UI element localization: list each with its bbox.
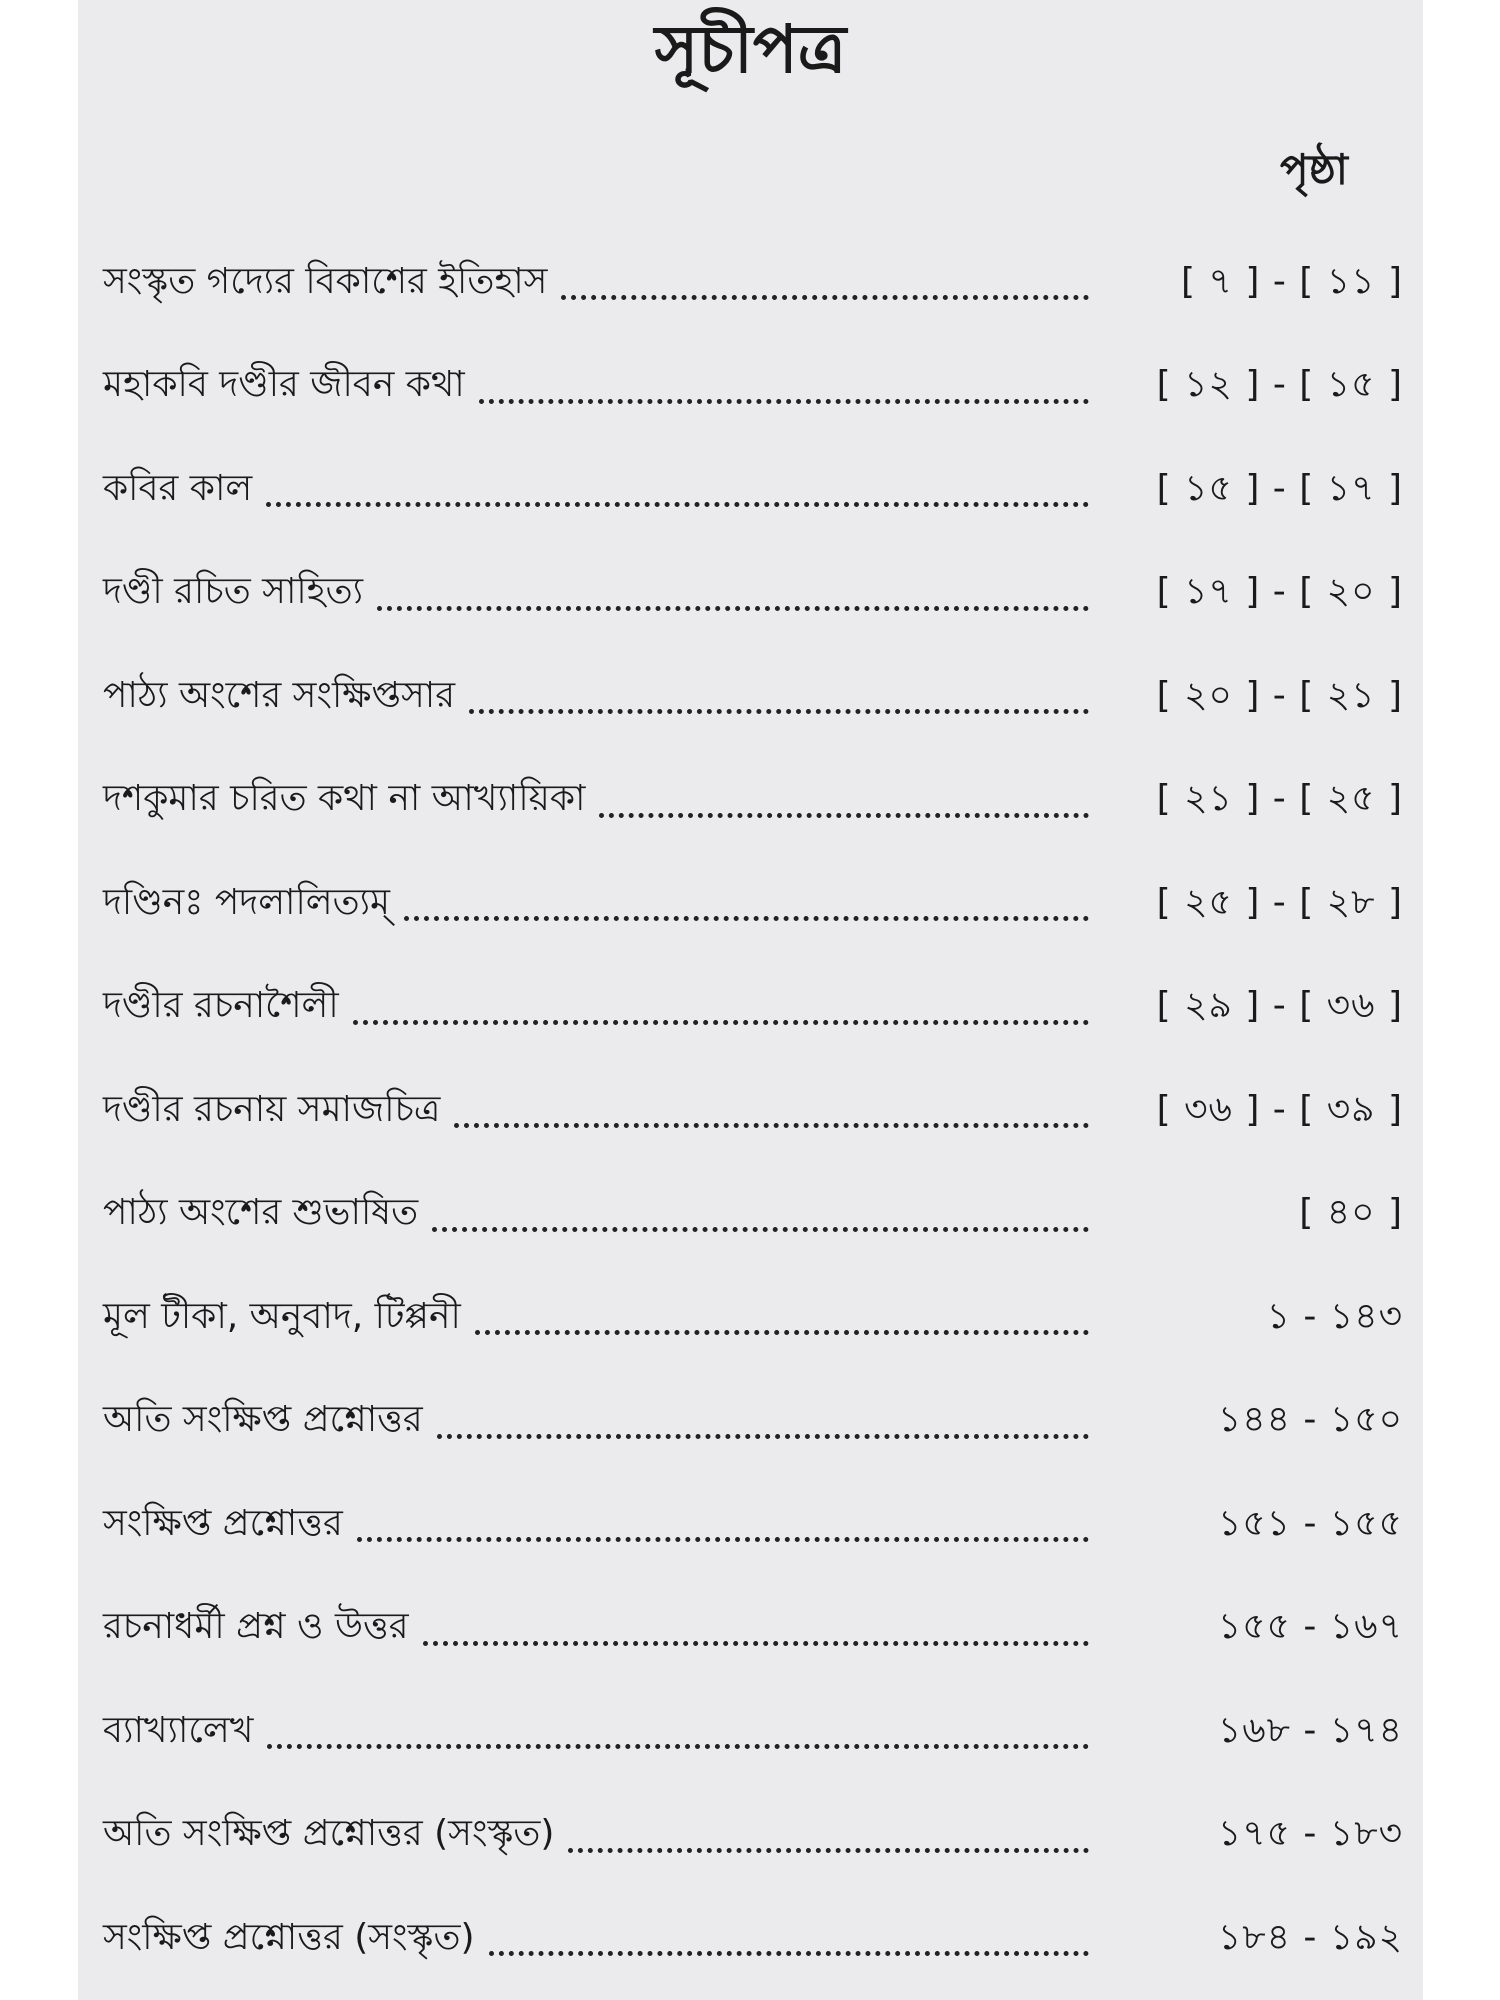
dot-leader [357, 1529, 1089, 1542]
toc-entry-pages: ১ - ১৪৩ [1266, 1295, 1403, 1337]
toc-entry [103, 644, 1403, 748]
toc-entry-label: সংক্ষিপ্ত প্রশ্নোত্তর [103, 1502, 343, 1544]
toc-entry-pages: ১৮৪ - ১৯২ [1217, 1916, 1403, 1958]
dot-leader [377, 598, 1089, 611]
toc-entry-label: দণ্ডী রচিত সাহিত্য [103, 571, 364, 613]
dot-leader [423, 1633, 1089, 1646]
toc-entry-pages: [ ২০ ] - [ ২১ ] [1156, 674, 1403, 716]
toc-entry [103, 1369, 1403, 1473]
toc-entry [103, 748, 1403, 852]
toc-entry-label: মূল টীকা, অনুবাদ, টিপ্পনী [103, 1295, 461, 1337]
toc-entry [103, 851, 1403, 955]
toc-entry [103, 437, 1403, 541]
toc-entry [103, 1162, 1403, 1266]
dot-leader [432, 1219, 1089, 1232]
toc-entry-pages: [ ১২ ] - [ ১৫ ] [1156, 364, 1403, 406]
dot-leader [469, 701, 1089, 714]
toc-entry-label: মহাকবি দণ্ডীর জীবন কথা [103, 364, 465, 406]
toc-entry-pages: [ ২৯ ] - [ ৩৬ ] [1156, 985, 1403, 1027]
toc-entry-pages: ১৪৪ - ১৫০ [1217, 1399, 1403, 1441]
toc-entry-label: সংক্ষিপ্ত প্রশ্নোত্তর (সংস্কৃত) [103, 1916, 475, 1958]
toc-entry-label: সংস্কৃত গদ্যের বিকাশের ইতিহাস [103, 260, 548, 302]
toc-entry [103, 1265, 1403, 1369]
dot-leader [489, 1943, 1089, 1956]
dot-leader [568, 1840, 1089, 1853]
toc-entry-pages: ১৫১ - ১৫৫ [1217, 1502, 1403, 1544]
dot-leader [479, 391, 1089, 404]
toc-entry [103, 230, 1403, 334]
toc-entry-pages: [ ৩৬ ] - [ ৩৯ ] [1156, 1088, 1403, 1130]
dot-leader [561, 287, 1089, 300]
dot-leader [404, 908, 1089, 921]
toc-entry-pages: ১৭৫ - ১৮৩ [1217, 1813, 1403, 1855]
toc-entry [103, 1472, 1403, 1576]
toc-entry-label: ব্যাখ্যালেখ [103, 1709, 254, 1751]
dot-leader [267, 1736, 1089, 1749]
toc-entry [103, 541, 1403, 645]
toc-entry-pages: ১৫৫ - ১৬৭ [1217, 1606, 1403, 1648]
page-column-header: পৃষ্ঠা [1279, 145, 1348, 194]
table-of-contents [103, 230, 1403, 1990]
toc-entry-pages: [ ১৫ ] - [ ১৭ ] [1156, 467, 1403, 509]
toc-entry-pages: [ ১৭ ] - [ ২০ ] [1156, 571, 1403, 613]
toc-entry-label: রচনাধর্মী প্রশ্ন ও উত্তর [103, 1606, 409, 1648]
book-page [78, 0, 1423, 2000]
dot-leader [454, 1115, 1089, 1128]
toc-entry-label: পাঠ্য অংশের শুভাষিত [103, 1192, 419, 1234]
toc-entry [103, 1783, 1403, 1887]
toc-entry [103, 1679, 1403, 1783]
toc-entry-label: দণ্ডীর রচনাশৈলী [103, 985, 339, 1027]
dot-leader [599, 805, 1089, 818]
toc-entry-label: দণ্ডীর রচনায় সমাজচিত্র [103, 1088, 441, 1130]
toc-entry-pages: ১৬৮ - ১৭৪ [1217, 1709, 1403, 1751]
toc-entry-label: দণ্ডিনঃ পদলালিত্যম্ [103, 881, 391, 923]
toc-entry [103, 955, 1403, 1059]
page-title: সূচীপত্র [654, 11, 847, 88]
toc-entry-pages: [ ২৫ ] - [ ২৮ ] [1156, 881, 1403, 923]
toc-entry [103, 1058, 1403, 1162]
toc-entry-label: পাঠ্য অংশের সংক্ষিপ্তসার [103, 674, 456, 716]
toc-entry-pages: [ ৭ ] - [ ১১ ] [1181, 260, 1403, 302]
dot-leader [266, 494, 1089, 507]
toc-entry-label: অতি সংক্ষিপ্ত প্রশ্নোত্তর (সংস্কৃত) [103, 1813, 555, 1855]
dot-leader [437, 1426, 1089, 1439]
toc-entry-pages: [ ২১ ] - [ ২৫ ] [1156, 778, 1403, 820]
toc-entry-pages: [ ৪০ ] [1299, 1192, 1403, 1234]
toc-entry [103, 334, 1403, 438]
toc-entry-label: দশকুমার চরিত কথা না আখ্যায়িকা [103, 778, 586, 820]
toc-entry-label: কবির কাল [103, 467, 253, 509]
dot-leader [353, 1012, 1089, 1025]
toc-entry-label: অতি সংক্ষিপ্ত প্রশ্নোত্তর [103, 1399, 423, 1441]
toc-entry [103, 1886, 1403, 1990]
dot-leader [475, 1322, 1089, 1335]
toc-entry [103, 1576, 1403, 1680]
